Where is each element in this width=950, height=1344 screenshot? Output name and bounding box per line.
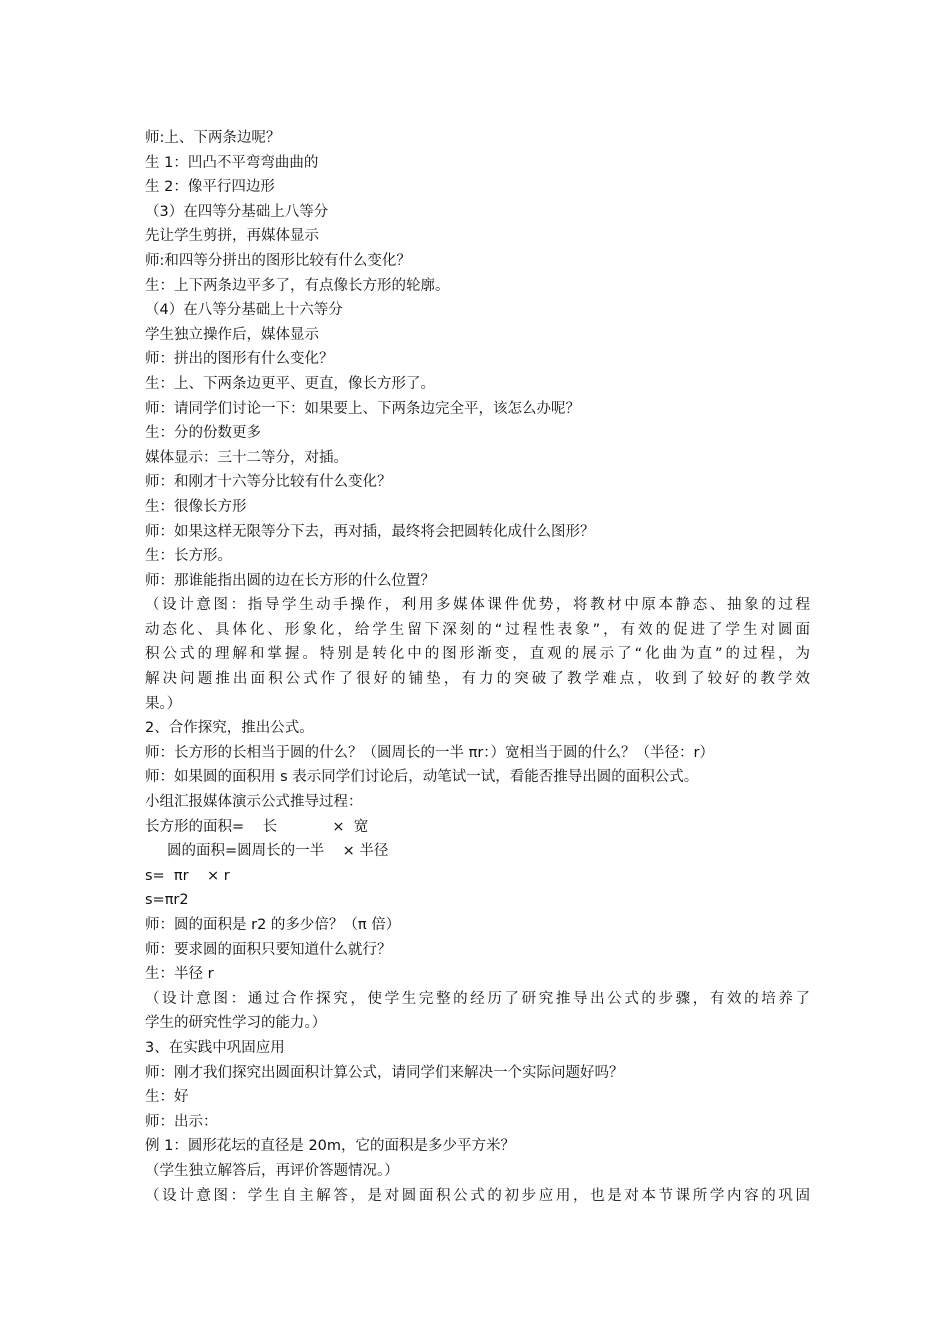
text-line: 生：长方形。 bbox=[145, 548, 232, 565]
text-line: 师：刚才我们探究出圆面积计算公式，请同学们来解决一个实际问题好吗？ bbox=[145, 1064, 624, 1081]
text-line: 生：上、下两条边更平、更直，像长方形了。 bbox=[145, 375, 435, 392]
text-line: 生：上下两条边平多了，有点像长方形的轮廓。 bbox=[145, 277, 450, 294]
text-line: 生 2：像平行四边形 bbox=[145, 179, 275, 196]
text-line: 师：如果圆的面积用 s 表示同学们讨论后，动笔试一试，看能否推导出圆的面积公式。 bbox=[145, 769, 699, 786]
text-line: （学生独立解答后，再评价答题情况。） bbox=[145, 1162, 399, 1179]
text-line: 师:和四等分拼出的图形比较有什么变化？ bbox=[145, 252, 411, 269]
text-line: 学生独立操作后，媒体显示 bbox=[145, 326, 319, 343]
text-line: （设计意图：学生自主解答，是对圆面积公式的初步应用，也是对本节课所学内容的巩固 bbox=[145, 1187, 810, 1204]
text-line: （设计意图：指导学生动手操作，利用多媒体课件优势，将教材中原本静态、抽象的过程 bbox=[145, 597, 810, 614]
text-line: 师：如果这样无限等分下去，再对插，最终将会把圆转化成什么图形？ bbox=[145, 523, 595, 540]
text-line: 小组汇报媒体演示公式推导过程： bbox=[145, 794, 363, 811]
formula-line: 圆的面积=圆周长的一半 × 半径 bbox=[167, 843, 389, 860]
text-line: （设计意图：通过合作探究，使学生完整的经历了研究推导出公式的步骤，有效的培养了 bbox=[145, 990, 810, 1007]
text-line: 积公式的理解和掌握。特别是转化中的图形渐变，直观的展示了“化曲为直”的过程，为 bbox=[145, 646, 810, 663]
text-line: 解决问题推出面积公式作了很好的铺垫，有力的突破了教学难点，收到了较好的教学效 bbox=[145, 671, 810, 688]
text-line: 师:上、下两条边呢？ bbox=[145, 130, 281, 146]
text-line: 动态化、具体化、形象化，给学生留下深刻的“过程性表象”，有效的促进了学生对圆面 bbox=[145, 621, 810, 638]
text-line: 师：那谁能指出圆的边在长方形的什么位置？ bbox=[145, 572, 435, 589]
text-line: 例 1：圆形花坛的直径是 20m，它的面积是多少平方米？ bbox=[145, 1138, 516, 1155]
formula-line: s= πr × r bbox=[145, 867, 230, 884]
formula-line: 长方形的面积= 长 × 宽 bbox=[145, 818, 369, 835]
text-line: 3、在实践中巩固应用 bbox=[145, 1039, 285, 1056]
text-line: 生：很像长方形 bbox=[145, 498, 247, 515]
text-line: 生 1：凹凸不平弯弯曲曲的 bbox=[145, 154, 319, 171]
text-line: 师：圆的面积是 r2 的多少倍？（π 倍） bbox=[145, 917, 401, 933]
text-line: 媒体显示：三十二等分，对插。 bbox=[145, 449, 348, 466]
text-line: 生：半径 r bbox=[145, 966, 214, 983]
text-line: 师：长方形的长相当于圆的什么？（圆周长的一半 πr：）宽相当于圆的什么？（半径：r） bbox=[145, 744, 715, 761]
text-line: 师：拼出的图形有什么变化？ bbox=[145, 351, 334, 368]
text-line: （4）在八等分基础上十六等分 bbox=[145, 302, 343, 319]
text-line: 学生的研究性学习的能力。） bbox=[145, 1015, 327, 1032]
text-line: 先让学生剪拼，再媒体显示 bbox=[145, 228, 319, 245]
text-line: 师：出示： bbox=[145, 1113, 218, 1130]
document-body bbox=[145, 126, 810, 1208]
text-line: 师：和刚才十六等分比较有什么变化？ bbox=[145, 474, 392, 491]
text-line: 师：要求圆的面积只要知道什么就行？ bbox=[145, 941, 392, 958]
formula-line: s=πr2 bbox=[145, 892, 189, 909]
text-line: 2、合作探究，推出公式。 bbox=[145, 720, 314, 737]
text-line: （3）在四等分基础上八等分 bbox=[145, 203, 329, 220]
text-line: 生：分的份数更多 bbox=[145, 425, 261, 442]
text-line: 果。） bbox=[145, 695, 182, 712]
text-line: 师：请同学们讨论一下：如果要上、下两条边完全平，该怎么办呢？ bbox=[145, 400, 580, 417]
text-line: 生：好 bbox=[145, 1089, 189, 1106]
